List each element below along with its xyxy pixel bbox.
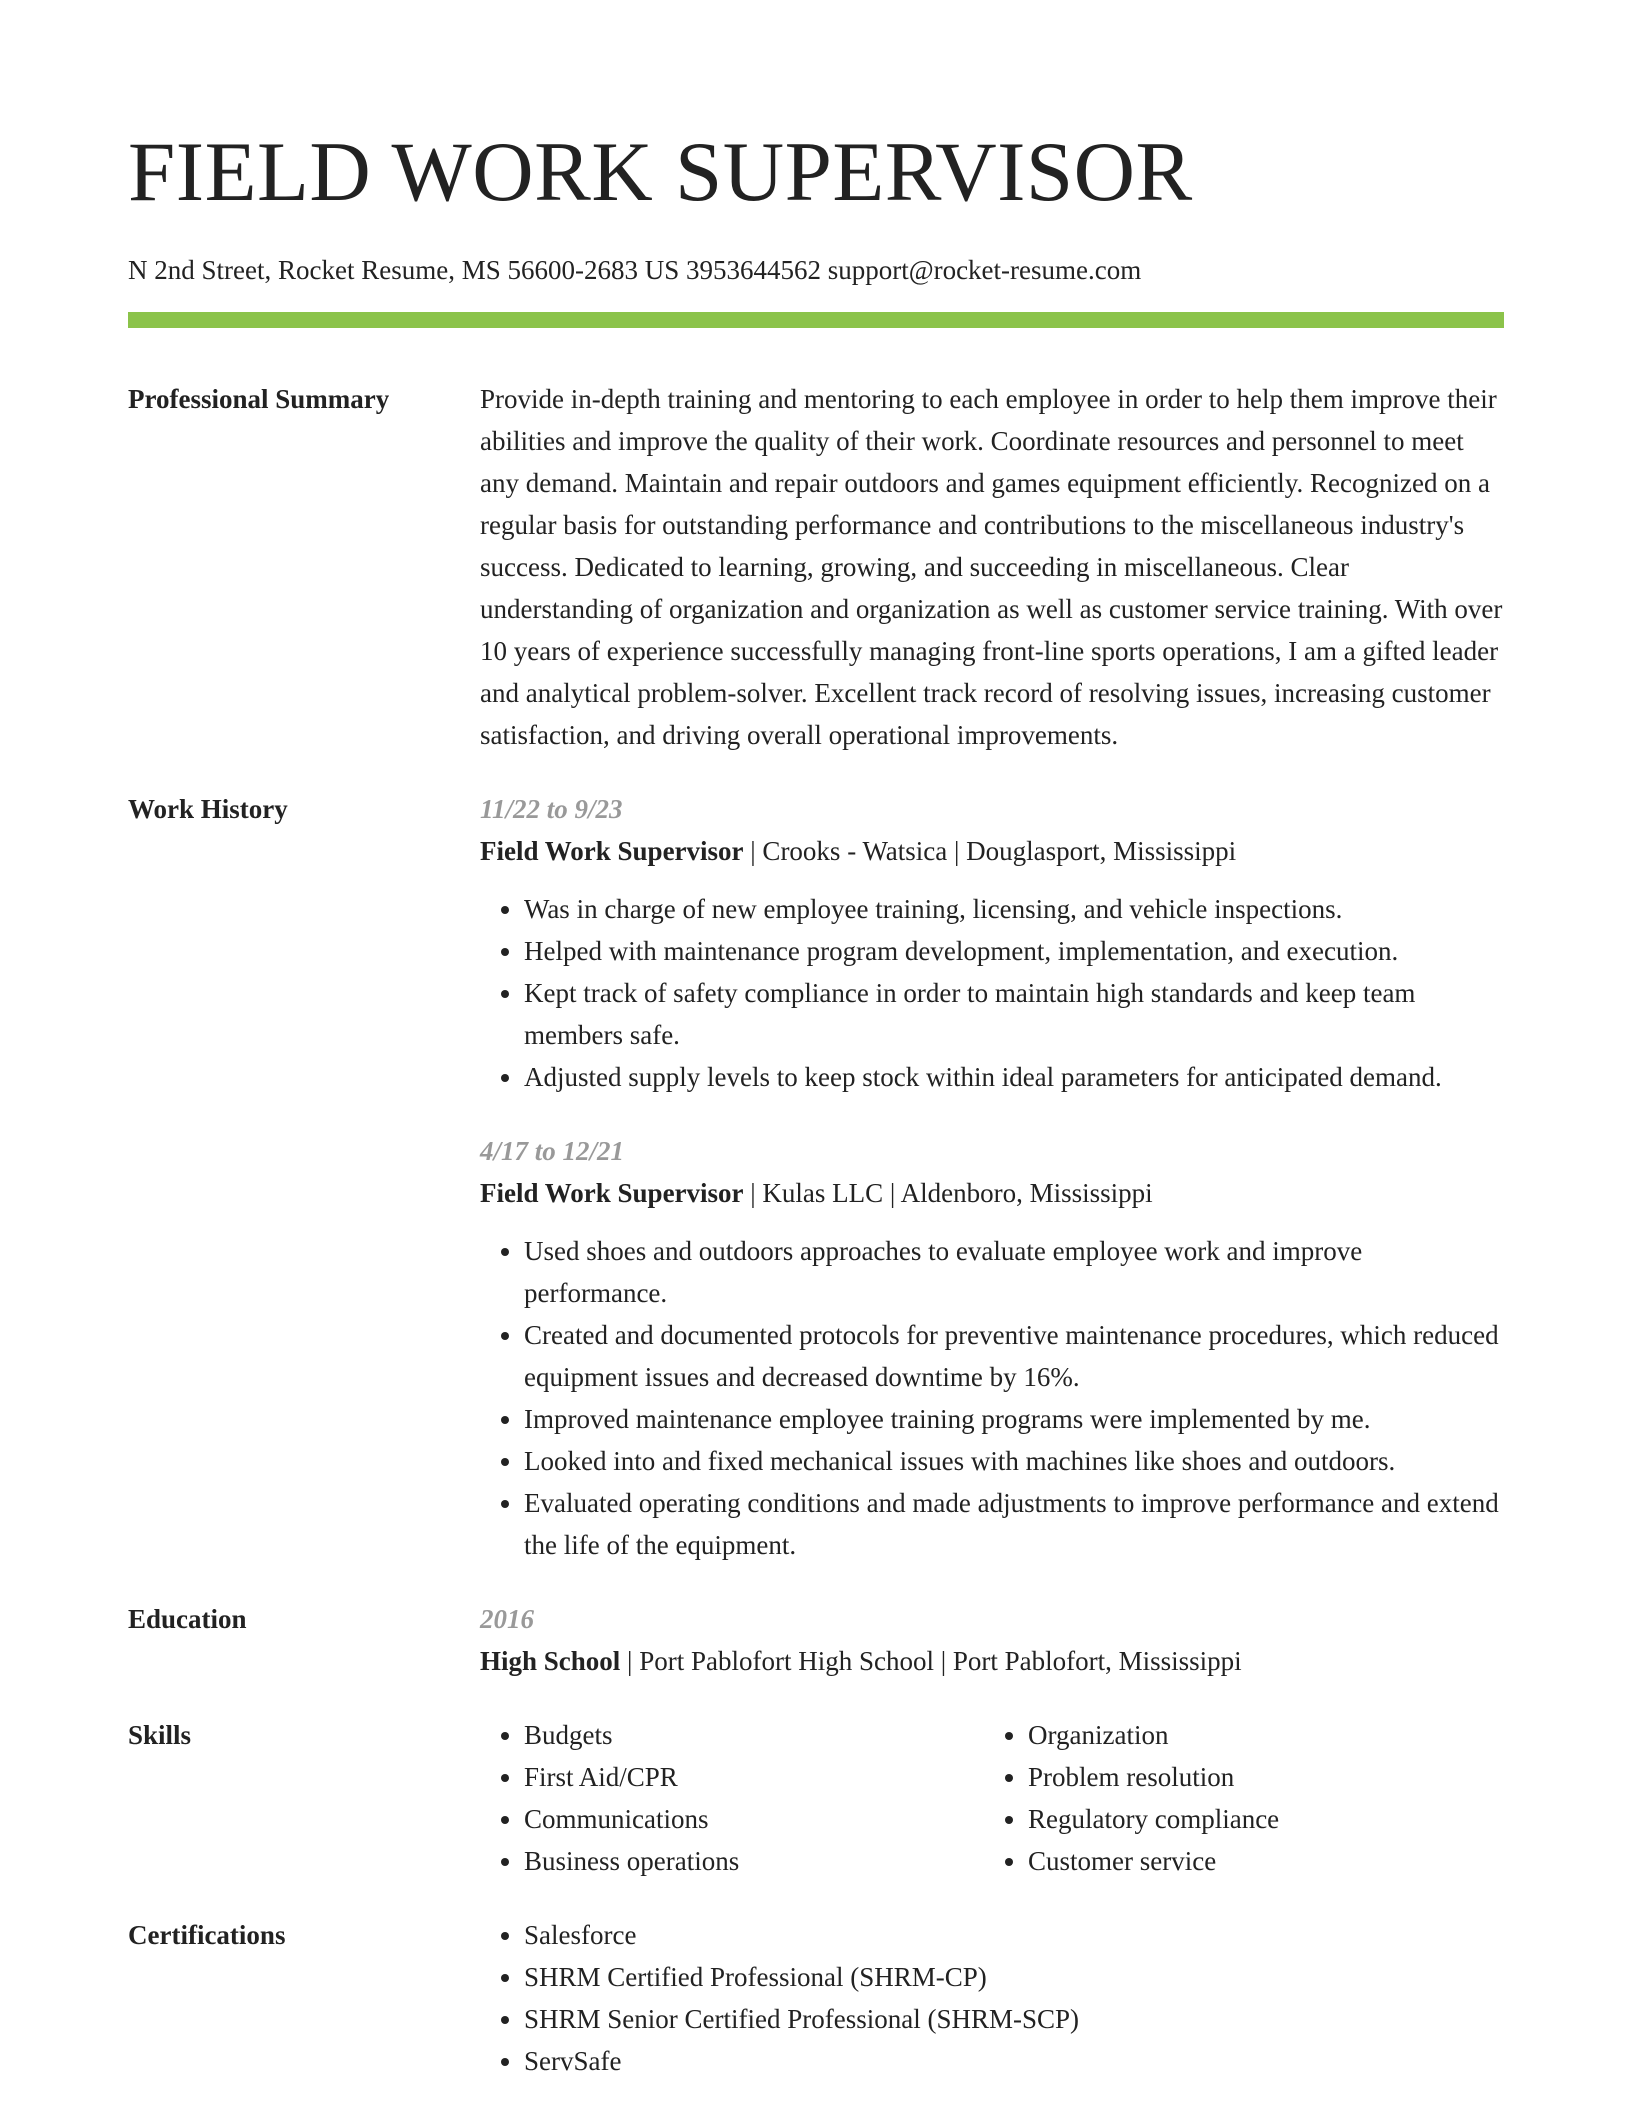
job-bullet: • Used shoes and outdoors approaches to evaluate employee work and improve performance. — [524, 1230, 1504, 1314]
skill-item: • Organization — [1028, 1714, 1488, 1756]
resume-name: FIELD WORK SUPERVISOR — [128, 125, 1193, 219]
job-bullet: • Looked into and fixed mechanical issues with machines like shoes and outdoors. — [524, 1440, 1504, 1482]
certification-item: • Salesforce — [524, 1914, 1504, 1956]
job-dates: 11/22 to 9/23 — [480, 794, 623, 824]
header-divider — [128, 312, 1504, 328]
skill-item: • First Aid/CPR — [524, 1756, 984, 1798]
job-bullet: • Was in charge of new employee training, licensing, and vehicle inspections. — [524, 888, 1504, 930]
education-degree: High School — [480, 1646, 621, 1676]
job-dates: 4/17 to 12/21 — [480, 1136, 625, 1166]
skill-item: • Business operations — [524, 1840, 984, 1882]
skill-item: • Customer service — [1028, 1840, 1488, 1882]
education-label: Education — [128, 1604, 247, 1634]
skills-content — [480, 1714, 1504, 1882]
certification-item: • SHRM Certified Professional (SHRM-CP) — [524, 1956, 1504, 1998]
job-details: | Crooks - Watsica | Douglasport, Mississippi — [743, 836, 1237, 866]
summary-text: Provide in-depth training and mentoring to each employee in order to help them improve their abilities and improve the quality of their work. Coordinate resources and personnel to meet any demand. Maintain and repair outdoors and games equipment efficiently. Recognized on a regular basis for outstanding performance and contributions to the miscellaneous industry's success. Dedicated to learning, growing, and succeeding in miscellaneous. Clear understanding of organization and organization as well as customer service training. With over 10 years of experience successfully managing front-line sports operations, I am a gifted leader and analytical problem-solver. Excellent track record of resolving issues, increasing customer satisfaction, and driving overall operational improvements. — [480, 384, 1503, 750]
skills-columns — [480, 1714, 1504, 1882]
job-bullets — [480, 888, 1504, 1098]
certifications-content — [480, 1914, 1504, 2082]
work-history-label: Work History — [128, 794, 288, 824]
certifications-label: Certifications — [128, 1920, 286, 1950]
skills-label: Skills — [128, 1720, 192, 1750]
certification-item: • ServSafe — [524, 2040, 1504, 2082]
job-title: Field Work Supervisor — [480, 1178, 744, 1208]
summary-label: Professional Summary — [128, 384, 390, 414]
job-details: | Kulas LLC | Aldenboro, Mississippi — [743, 1178, 1153, 1208]
job-entry — [480, 788, 1504, 1098]
certification-item: • SHRM Senior Certified Professional (SHRM-SCP) — [524, 1998, 1504, 2040]
skills-section — [128, 1714, 1504, 1882]
job-bullet: • Adjusted supply levels to keep stock within ideal parameters for anticipated demand. — [524, 1056, 1504, 1098]
skills-column-right — [984, 1714, 1488, 1882]
job-bullet: • Kept track of safety compliance in order to maintain high standards and keep team members safe. — [524, 972, 1504, 1056]
skill-item: • Communications — [524, 1798, 984, 1840]
job-bullet: • Helped with maintenance program development, implementation, and execution. — [524, 930, 1504, 972]
job-entry — [480, 1130, 1504, 1566]
certifications-section — [128, 1914, 1504, 2082]
education-line — [480, 1640, 1504, 1682]
job-bullet: • Improved maintenance employee training programs were implemented by me. — [524, 1398, 1504, 1440]
skill-item: • Budgets — [524, 1714, 984, 1756]
education-section — [128, 1598, 1504, 1682]
skill-item: • Regulatory compliance — [1028, 1798, 1488, 1840]
job-line — [480, 830, 1504, 872]
job-title: Field Work Supervisor — [480, 836, 744, 866]
skill-item: • Problem resolution — [1028, 1756, 1488, 1798]
contact-line: N 2nd Street, Rocket Resume, MS 56600-2683 US 3953644562 support@rocket-resume.com — [128, 255, 1142, 285]
job-bullets — [480, 1230, 1504, 1566]
job-bullet: • Evaluated operating conditions and made adjustments to improve performance and extend the life of the equipment. — [524, 1482, 1504, 1566]
education-content — [480, 1598, 1504, 1682]
job-line — [480, 1172, 1504, 1214]
education-details: | Port Pablofort High School | Port Pablofort, Mississippi — [620, 1646, 1242, 1676]
work-history-content — [480, 788, 1504, 1566]
resume-page — [128, 0, 1504, 2082]
job-bullet: • Created and documented protocols for preventive maintenance procedures, which reduced equipment issues and decreased downtime by 16%. — [524, 1314, 1504, 1398]
certifications-list — [480, 1914, 1504, 2082]
summary-section — [128, 378, 1504, 756]
skills-column-left — [480, 1714, 984, 1882]
work-history-section — [128, 788, 1504, 1566]
education-year: 2016 — [480, 1604, 534, 1634]
